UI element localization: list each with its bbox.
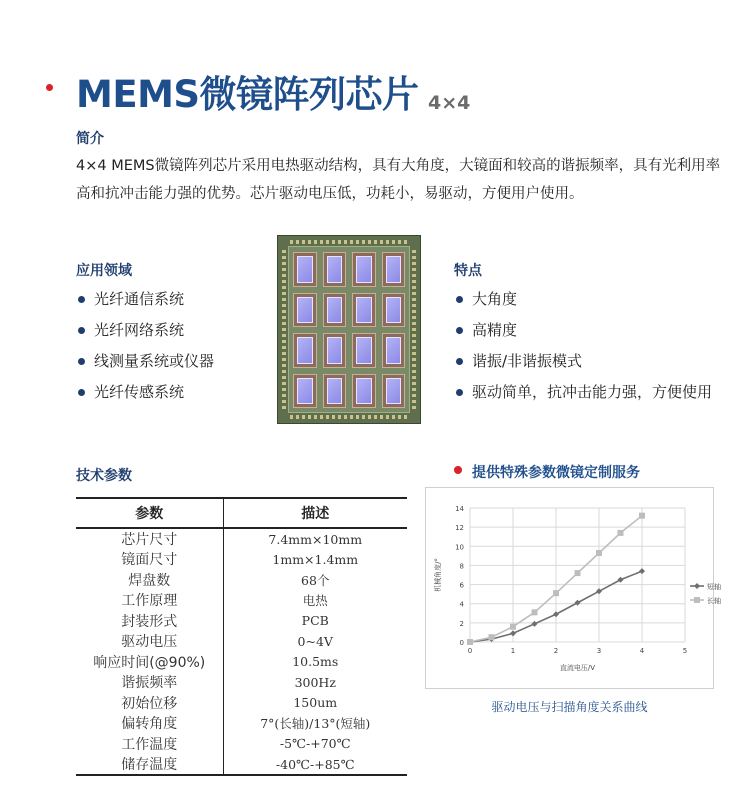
spec-param: 镜面尺寸 (76, 549, 223, 570)
mirror-cell (382, 293, 406, 328)
chip-pads-left (282, 250, 286, 409)
mirror-cell (352, 293, 376, 328)
table-row (76, 631, 407, 652)
chip-pads-right (412, 250, 416, 409)
data-point (596, 588, 602, 594)
legend-label: 短轴 (707, 583, 721, 591)
mirror-face (327, 297, 343, 324)
data-point (575, 570, 581, 576)
mirror-face (356, 337, 372, 364)
spec-param: 响应时间(@90%) (76, 652, 223, 673)
data-point (532, 609, 538, 615)
spec-desc: 68个 (301, 572, 330, 588)
mirror-cell (293, 293, 317, 328)
legend-label: 长轴 (707, 597, 721, 605)
y-tick-label: 4 (459, 600, 464, 609)
spec-param: 焊盘数 (76, 570, 223, 591)
table-row (76, 528, 407, 549)
mirror-face (327, 256, 343, 283)
mirror-face (386, 297, 402, 324)
mirror-face (327, 378, 343, 405)
mirror-cell (382, 374, 406, 409)
spec-desc: 0~4V (297, 633, 333, 649)
table-row (76, 549, 407, 570)
spec-param: 偏转角度 (76, 713, 223, 734)
spec-desc: PCB (301, 613, 329, 629)
y-tick-label: 14 (455, 505, 464, 513)
spec-param: 工作原理 (76, 590, 223, 611)
mirror-cell (382, 333, 406, 368)
list-item: 高精度 (456, 315, 712, 346)
list-item: 光纤通信系统 (78, 284, 214, 315)
spec-param: 封装形式 (76, 611, 223, 632)
table-header-row (76, 498, 407, 528)
service-bullet-dot (454, 466, 462, 474)
mirror-cell (352, 374, 376, 409)
spec-desc: 300Hz (294, 674, 336, 690)
page-title: MEMS微镜阵列芯片 (76, 73, 419, 116)
y-tick-label: 8 (459, 562, 464, 571)
mirror-cell (323, 333, 347, 368)
page-subtitle: 4×4 (428, 92, 471, 114)
spec-param: 驱动电压 (76, 631, 223, 652)
mems-chip-image (277, 235, 421, 424)
mirror-face (297, 297, 313, 324)
spec-desc: 7°(长轴)/13°(短轴) (260, 716, 371, 732)
x-tick-label: 3 (596, 647, 602, 655)
col-param-header: 参数 (76, 498, 223, 528)
voltage-angle-chart (425, 487, 721, 689)
mirror-face (356, 297, 372, 324)
mirror-face (386, 337, 402, 364)
y-axis-label: 机械角度/° (434, 558, 442, 592)
spec-desc: -40℃-+85℃ (223, 754, 407, 775)
data-point (639, 568, 645, 574)
spec-desc: -5℃-+70℃ (279, 736, 351, 752)
data-point (489, 634, 495, 640)
mirror-cell (352, 252, 376, 287)
table-row (76, 611, 407, 632)
list-item: 线测量系统或仪器 (78, 346, 214, 377)
legend-marker (694, 583, 700, 589)
data-point (618, 530, 624, 536)
data-point (553, 590, 559, 596)
legend-marker (694, 597, 700, 603)
data-point (575, 600, 581, 606)
mirror-cell (293, 333, 317, 368)
spec-param: 工作温度 (76, 734, 223, 755)
mirror-face (327, 337, 343, 364)
mirror-face (386, 256, 402, 283)
data-point (618, 577, 624, 583)
chart-caption: 驱动电压与扫描角度关系曲线 (491, 700, 648, 714)
spec-param: 储存温度 (76, 754, 223, 775)
spec-param: 谐振频率 (76, 672, 223, 693)
mirror-cell (323, 293, 347, 328)
list-item: 光纤网络系统 (78, 315, 214, 346)
applications-heading: 应用领域 (76, 263, 132, 279)
features-heading: 特点 (454, 263, 482, 279)
y-tick-label: 0 (459, 639, 464, 647)
y-tick-label: 12 (455, 524, 464, 533)
intro-text: 4×4 MEMS微镜阵列芯片采用电热驱动结构，具有大角度，大镜面和较高的谐振频率，具有光利用率高和抗冲击能力强的优势。芯片驱动电压低，功耗小，易驱动，方便用户使用。 (76, 158, 721, 202)
table-row (76, 570, 407, 591)
table-row (76, 652, 407, 673)
data-point (553, 611, 559, 617)
x-tick-label: 4 (639, 647, 645, 655)
mirror-face (356, 256, 372, 283)
specs-heading: 技术参数 (76, 468, 132, 484)
table-row (76, 754, 407, 775)
mirror-cell (293, 252, 317, 287)
spec-desc: 1mm×1.4mm (272, 551, 359, 567)
data-point (532, 621, 538, 627)
table-row (76, 693, 407, 714)
x-tick-label: 2 (553, 647, 559, 655)
y-tick-label: 6 (459, 581, 464, 590)
table-row (76, 590, 407, 611)
spec-param: 初始位移 (76, 693, 223, 714)
list-item: 驱动简单，抗冲击能力强，方便使用 (456, 377, 712, 408)
intro-heading: 简介 (76, 131, 104, 147)
mirror-cell (323, 374, 347, 409)
spec-desc: 电热 (302, 593, 328, 609)
mirror-array (293, 252, 405, 408)
data-point (467, 639, 473, 645)
mirror-face (297, 378, 313, 405)
y-tick-label: 10 (455, 543, 464, 552)
specs-table (76, 497, 407, 776)
spec-desc: 7.4mm×10mm (268, 531, 363, 547)
chart-svg (426, 488, 721, 690)
x-axis-label: 直流电压/V (559, 664, 596, 672)
data-point (596, 550, 602, 556)
service-heading: 提供特殊参数微镜定制服务 (472, 465, 640, 481)
spec-desc: 10.5ms (292, 654, 339, 670)
table-row (76, 713, 407, 734)
mirror-face (386, 378, 402, 405)
y-tick-label: 2 (459, 619, 464, 628)
table-row (76, 734, 407, 755)
x-tick-label: 1 (510, 647, 516, 655)
table-row (76, 672, 407, 693)
mirror-cell (323, 252, 347, 287)
title-bullet-dot (46, 84, 53, 91)
mirror-face (356, 378, 372, 405)
mirror-cell (352, 333, 376, 368)
mirror-cell (382, 252, 406, 287)
list-item: 光纤传感系统 (78, 377, 214, 408)
mirror-face (297, 337, 313, 364)
mirror-face (297, 256, 313, 283)
chip-pads-top (290, 240, 408, 244)
list-item: 谐振/非谐振模式 (456, 346, 712, 377)
chip-pads-bottom (290, 415, 408, 419)
spec-desc: 150um (293, 695, 338, 711)
applications-list (78, 284, 214, 408)
specs-table-body (76, 528, 407, 775)
x-tick-label: 5 (682, 647, 688, 655)
data-point (510, 624, 516, 630)
mirror-cell (293, 374, 317, 409)
spec-param: 芯片尺寸 (76, 528, 223, 549)
features-list (456, 284, 712, 408)
col-desc-header: 描述 (223, 498, 407, 528)
x-tick-label: 0 (467, 647, 473, 655)
data-point (639, 513, 645, 519)
list-item: 大角度 (456, 284, 712, 315)
data-point (510, 630, 516, 636)
